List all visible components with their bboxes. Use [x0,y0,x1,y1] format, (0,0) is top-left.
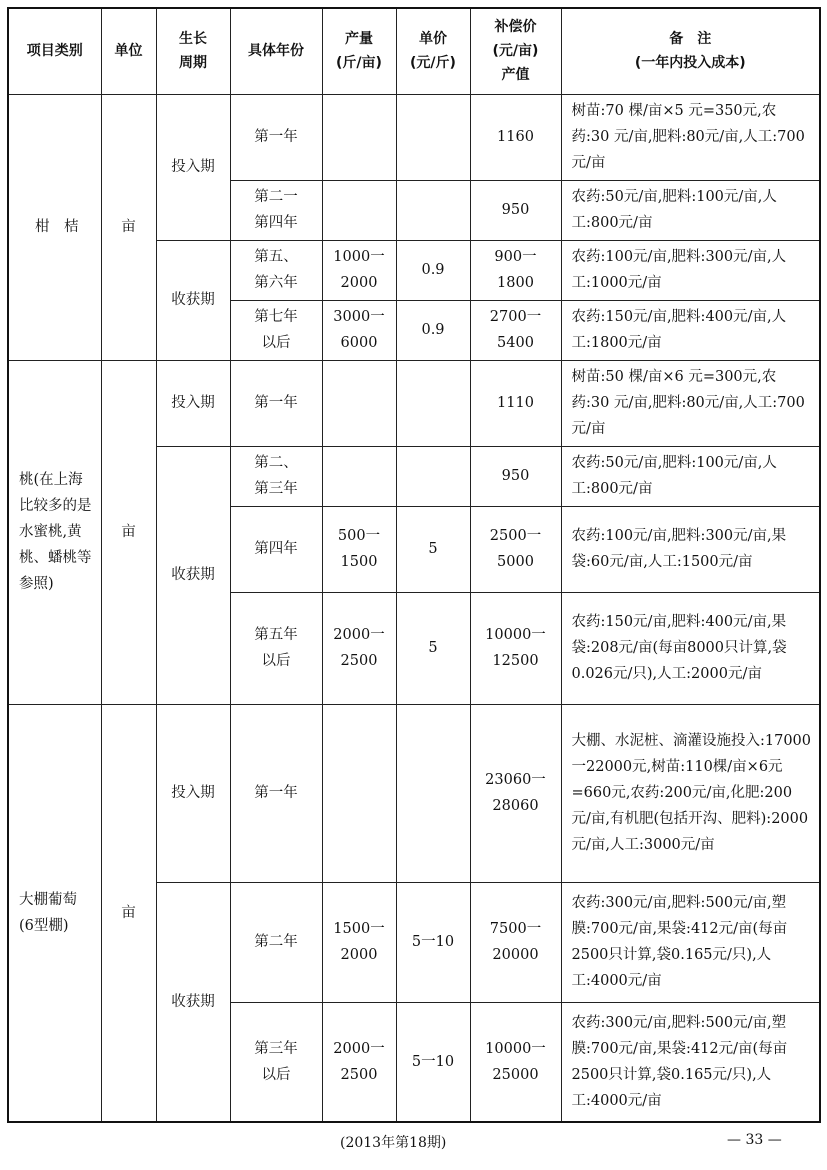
header-comp-line1: 补偿价 [494,19,537,36]
year-cell [230,180,322,240]
yield-line: 2500 [340,1066,378,1083]
value-line: 10000一 [485,1040,546,1057]
value-cell: 1110 [470,360,561,446]
period-invest: 投入期 [156,94,230,240]
header-unit: 单位 [101,8,156,94]
price-cell: 5一10 [396,882,470,1002]
item-line: (6型棚) [19,917,69,934]
year-cell [230,592,322,704]
yield-cell [322,506,396,592]
value-line: 23060一 [485,772,546,788]
item-line: 大棚葡萄 [19,891,77,908]
header-comp-line3: 产值 [501,67,530,84]
yield-line: 3000一 [333,309,385,325]
yield-cell [322,446,396,506]
value-line: 28060 [492,798,539,814]
unit-cell: 亩 [101,94,156,360]
item-peach: 桃(在上海比较多的是水蜜桃,黄桃、蟠桃等参照) [8,360,101,704]
year-line: 第三年 [254,1040,298,1057]
value-line: 2700一 [489,309,542,325]
yield-line: 2500 [340,653,378,669]
value-line: 5000 [497,554,534,570]
header-compensation [470,8,561,94]
price-cell [396,360,470,446]
value-line: 10000一 [485,627,546,643]
note-cell: 农药:50元/亩,肥料:100元/亩,人工:800元/亩 [561,446,820,506]
header-yield [322,8,396,94]
header-comp-line2: (元/亩) [492,43,539,60]
yield-line: 2000 [340,947,378,963]
header-price-line2: (元/斤) [410,55,456,72]
header-item: 项目类别 [8,8,101,94]
year-line: 第三年 [254,481,298,497]
unit-cell: 亩 [101,360,156,704]
yield-line: 2000 [340,275,378,291]
period-invest: 投入期 [156,360,230,446]
value-line: 5400 [497,335,534,351]
period-invest: 投入期 [156,704,230,882]
value-line: 2500一 [489,528,542,544]
yield-cell [322,1002,396,1122]
header-yield-line2: (斤/亩) [336,55,382,72]
yield-line: 500一 [337,528,381,544]
value-cell: 950 [470,446,561,506]
header-price [396,8,470,94]
header-period [156,8,230,94]
note-cell: 大棚、水泥桩、滴灌设施投入:17000一22000元,树苗:110棵/亩×6元=660元,农药:200元/亩,化肥:200元/亩,有机肥(包括开沟、肥料):2000元/亩,人工:3000元/亩 [561,704,820,882]
table-row [8,94,820,180]
header-note-line2: (一年内投入成本) [634,55,746,72]
year-line: 第六年 [254,275,298,291]
price-cell [396,180,470,240]
header-year: 具体年份 [230,8,322,94]
yield-line: 1500 [340,554,378,570]
header-period-line2: 周期 [179,55,207,72]
table-row [8,360,820,446]
value-cell: 1160 [470,94,561,180]
price-cell: 5 [396,506,470,592]
note-cell: 树苗:50 棵/亩×6 元=300元,农药:30 元/亩,肥料:80元/亩,人工:700元/亩 [561,360,820,446]
value-line: 7500一 [489,921,542,937]
year-cell [230,240,322,300]
yield-cell [322,592,396,704]
yield-line: 2000一 [333,1040,385,1057]
price-cell: 0.9 [396,240,470,300]
value-cell [470,592,561,704]
year-cell: 第二年 [230,882,322,1002]
year-cell: 第一年 [230,704,322,882]
value-line: 1800 [497,275,534,291]
year-cell [230,300,322,360]
item-orange: 柑 桔 [8,94,101,360]
value-cell: 950 [470,180,561,240]
year-line: 以后 [261,1066,291,1083]
price-cell: 5 [396,592,470,704]
value-cell [470,882,561,1002]
year-cell: 第一年 [230,360,322,446]
price-cell [396,446,470,506]
year-line: 第五年 [254,627,298,643]
value-cell [470,704,561,882]
value-cell [470,1002,561,1122]
value-line: 20000 [492,947,539,963]
period-harvest: 收获期 [156,446,230,704]
note-cell: 农药:100元/亩,肥料:300元/亩,人工:1000元/亩 [561,240,820,300]
price-cell: 5一10 [396,1002,470,1122]
value-line: 12500 [492,653,539,669]
footer-issue: (2013年第18期) [340,1135,447,1151]
value-line: 25000 [492,1066,539,1083]
yield-cell [322,882,396,1002]
yield-line: 6000 [340,335,378,351]
item-grape [8,704,101,1122]
year-cell: 第一年 [230,94,322,180]
year-cell [230,1002,322,1122]
yield-cell [322,180,396,240]
price-cell: 0.9 [396,300,470,360]
unit-cell: 亩 [101,704,156,1122]
value-line: 900一 [494,249,537,265]
header-row [8,8,820,94]
yield-cell [322,94,396,180]
year-cell: 第四年 [230,506,322,592]
yield-line: 1000一 [333,249,385,265]
period-harvest: 收获期 [156,882,230,1122]
year-line: 以后 [261,335,291,351]
note-cell: 农药:300元/亩,肥料:500元/亩,塑膜:700元/亩,果袋:412元/亩(每亩2500只计算,袋0.165元/只),人工:4000元/亩 [561,1002,820,1122]
year-cell [230,446,322,506]
price-cell [396,94,470,180]
header-note-line1: 备 注 [669,31,712,48]
value-cell [470,240,561,300]
header-yield-line1: 产量 [345,31,373,48]
yield-cell [322,360,396,446]
value-cell [470,300,561,360]
yield-line: 1500一 [333,921,385,937]
value-cell [470,506,561,592]
note-cell: 农药:100元/亩,肥料:300元/亩,果袋:60元/亩,人工:1500元/亩 [561,506,820,592]
price-cell [396,704,470,882]
year-line: 第七年 [254,309,298,325]
period-harvest: 收获期 [156,240,230,360]
note-cell: 树苗:70 棵/亩×5 元=350元,农药:30 元/亩,肥料:80元/亩,人工:700元/亩 [561,94,820,180]
page-number: — 33 — [727,1132,782,1148]
compensation-table [7,7,821,1123]
year-line: 第四年 [254,215,298,231]
year-line: 第五、 [254,249,298,265]
header-note [561,8,820,94]
yield-cell [322,240,396,300]
yield-cell [322,704,396,882]
note-cell: 农药:150元/亩,肥料:400元/亩,果袋:208元/亩(每亩8000只计算,袋0.026元/只),人工:2000元/亩 [561,592,820,704]
table-row [8,704,820,882]
yield-cell [322,300,396,360]
yield-line: 2000一 [333,627,385,643]
note-cell: 农药:50元/亩,肥料:100元/亩,人工:800元/亩 [561,180,820,240]
year-line: 第二一 [254,189,298,205]
header-period-line1: 生长 [179,31,207,48]
header-price-line1: 单价 [419,31,447,48]
year-line: 以后 [261,653,291,669]
year-line: 第二、 [254,455,298,471]
note-cell: 农药:300元/亩,肥料:500元/亩,塑膜:700元/亩,果袋:412元/亩(每亩2500只计算,袋0.165元/只),人工:4000元/亩 [561,882,820,1002]
note-cell: 农药:150元/亩,肥料:400元/亩,人工:1800元/亩 [561,300,820,360]
